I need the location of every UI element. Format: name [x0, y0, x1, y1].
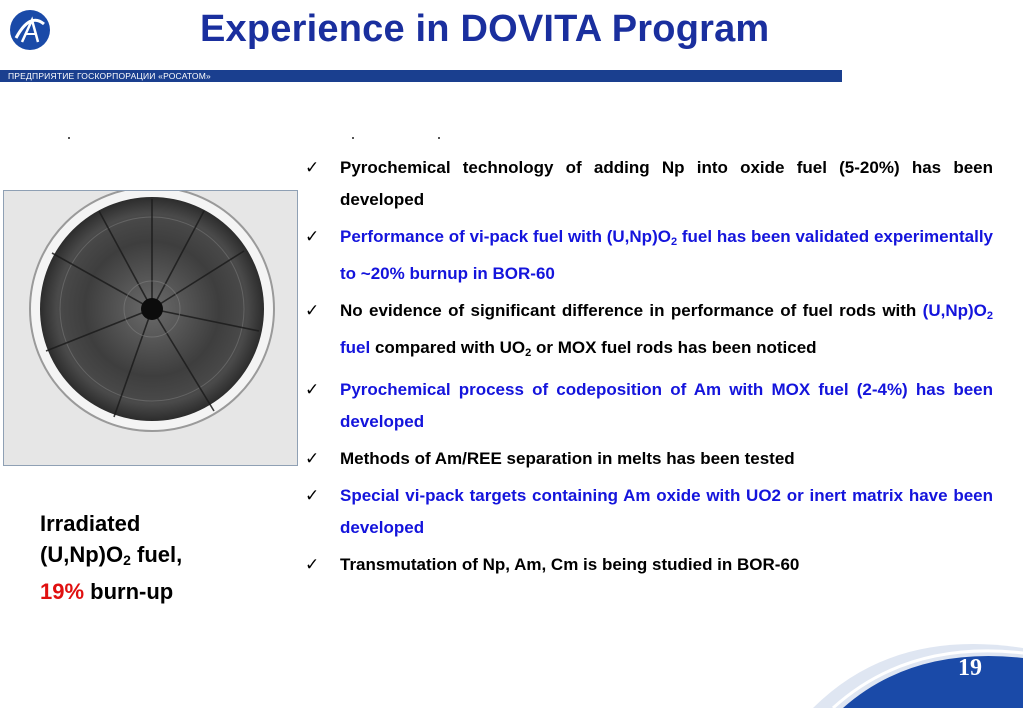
caption-line-3	[40, 576, 182, 607]
checkmark-icon: ✓	[305, 158, 320, 178]
bullet-text: compared with UO	[370, 338, 526, 357]
stray-dot	[68, 137, 70, 139]
stray-dot	[438, 137, 440, 139]
bullet-text: Pyrochemical process of codeposition of Am with MOX fuel (2-4%) has been developed	[340, 380, 993, 431]
list-item	[305, 549, 993, 581]
bullet-text: Transmutation of Np, Am, Cm is being studied in BOR-60	[340, 555, 800, 574]
list-item	[305, 295, 993, 369]
list-item	[305, 152, 993, 216]
corner-swoosh-graphic	[773, 628, 1023, 708]
bullet-text: Pyrochemical technology of adding Np into oxide fuel (5-20%) has been developed	[340, 158, 993, 209]
caption-formula: (U,Np)O	[40, 542, 124, 567]
bullet-subscript: 2	[525, 347, 532, 359]
bullet-text: or MOX fuel rods has been noticed	[531, 338, 817, 357]
bullet-highlight: fuel	[340, 338, 371, 357]
checkmark-icon: ✓	[305, 486, 320, 506]
checkmark-icon: ✓	[305, 555, 320, 575]
caption-fuel-word: fuel,	[130, 542, 183, 567]
page-number: 19	[958, 655, 982, 681]
fuel-cross-section-image	[3, 190, 298, 466]
bullet-text: Special vi-pack targets containing Am oxide with UO2 or inert matrix have been developed	[340, 486, 993, 537]
bullet-text: fuel has been validated experimentally to ~20% burnup in BOR-60	[340, 227, 994, 283]
bullet-text: Methods of Am/REE separation in melts has been tested	[340, 449, 795, 468]
atom-logo-icon	[8, 8, 52, 52]
caption-line-2	[40, 539, 182, 576]
checkmark-icon: ✓	[305, 380, 320, 400]
bullet-highlight: (U,Np)O	[922, 301, 987, 320]
list-item	[305, 221, 993, 290]
checkmark-icon: ✓	[305, 227, 320, 247]
checkmark-icon: ✓	[305, 449, 320, 469]
caption-line-1: Irradiated	[40, 511, 141, 536]
checkmark-icon: ✓	[305, 301, 320, 321]
image-caption	[40, 508, 182, 607]
header-bar	[0, 70, 842, 82]
caption-burnup-label: burn-up	[84, 579, 174, 604]
page-title: Experience in DOVITA Program	[200, 8, 770, 50]
caption-subscript: 2	[123, 552, 131, 568]
bullet-subscript: 2	[670, 236, 678, 248]
list-item	[305, 480, 993, 544]
list-item	[305, 443, 993, 475]
caption-burnup-value: 19%	[40, 579, 85, 604]
org-line: ПРЕДПРИЯТИЕ ГОСКОРПОРАЦИИ «РОСАТОМ»	[8, 71, 211, 81]
bullet-subscript: 2	[986, 310, 993, 322]
bullet-text: No evidence of significant difference in performance of fuel rods with	[340, 301, 923, 320]
list-item	[305, 374, 993, 438]
bullet-text: Performance of vi-pack fuel with (U,Np)O	[340, 227, 671, 246]
stray-dot	[352, 137, 354, 139]
fuel-pellet-graphic	[4, 191, 298, 466]
bullet-list	[305, 152, 993, 586]
